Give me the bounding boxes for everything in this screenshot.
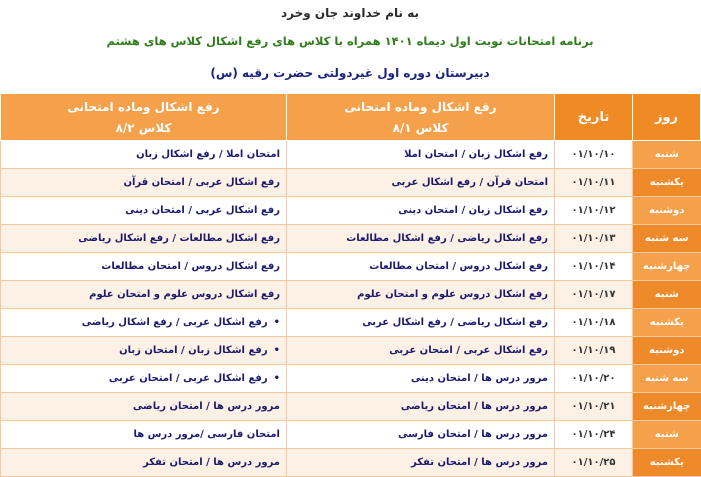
day-cell-text: شنبه — [654, 149, 679, 160]
day-cell — [633, 309, 701, 337]
date-cell — [555, 197, 633, 225]
class-82-cell-text: رفع اشکال عربی / امتحان قرآن — [123, 177, 280, 188]
class-82-cell — [1, 169, 287, 197]
class-81-cell-text: رفع اشکال عربی / امتحان عربی — [389, 345, 548, 356]
date-cell-text: ۰۱/۱۰/۱۸ — [571, 317, 616, 328]
class-81-cell-text: مرور درس ها / امتحان تفکر — [410, 457, 548, 468]
class-82-cell-text: رفع اشکال مطالعات / رفع اشکال ریاضی — [78, 233, 280, 244]
date-cell-text: ۰۱/۱۰/۲۴ — [571, 429, 616, 440]
class-81-cell — [287, 449, 555, 477]
day-cell — [633, 393, 701, 421]
class-81-cell — [287, 393, 555, 421]
day-cell-text: سه شنبه — [645, 233, 689, 244]
col-day-header: روز — [633, 94, 701, 141]
header-line1: به نام خداوند جان وخرد — [280, 6, 420, 20]
header-line2: برنامه امتحانات نوبت اول دیماه ۱۴۰۱ همراه با کلاس های رفع اشکال کلاس های هشتم — [106, 34, 594, 48]
date-cell — [555, 449, 633, 477]
day-cell-text: سه شنبه — [645, 373, 689, 384]
table-row — [1, 365, 701, 393]
date-cell — [555, 393, 633, 421]
day-cell-text: دوشنبه — [649, 345, 685, 356]
class-81-cell — [287, 169, 555, 197]
class-81-cell — [287, 309, 555, 337]
class-81-cell-text: رفع اشکال زبان / امتحان دینی — [398, 205, 548, 216]
class-82-cell — [1, 225, 287, 253]
class-82-cell — [1, 141, 287, 169]
class-81-cell — [287, 281, 555, 309]
date-cell — [555, 421, 633, 449]
class-81-cell — [287, 421, 555, 449]
class-81-cell-text: مرور درس ها / امتحان ریاضی — [400, 401, 548, 412]
date-cell-text: ۰۱/۱۰/۱۴ — [571, 261, 616, 272]
class-81-cell — [287, 225, 555, 253]
day-cell-text: یکشنبه — [649, 457, 684, 468]
day-cell-text: چهارشنبه — [643, 401, 691, 412]
class-81-cell-text: رفع اشکال زبان / امتحان املا — [404, 149, 548, 160]
col-class-81-header — [287, 94, 555, 141]
day-cell — [633, 365, 701, 393]
day-cell — [633, 253, 701, 281]
class-82-cell-text: رفع اشکال دروس علوم و امتحان علوم — [89, 289, 280, 300]
table-row — [1, 141, 701, 169]
class-82-cell-text: مرور درس ها / امتحان ریاضی — [132, 401, 280, 412]
class-82-cell-text: مرور درس ها / امتحان تفکر — [142, 457, 280, 468]
class-82-cell — [1, 281, 287, 309]
class-82-cell-text: رفع اشکال عربی / امتحان عربی — [108, 373, 268, 384]
class-81-cell-text: امتحان قرآن / رفع اشکال عربی — [391, 177, 548, 188]
day-cell — [633, 449, 701, 477]
col-81-subtitle: کلاس ۸/۱ — [392, 121, 449, 135]
class-82-cell-text: رفع اشکال زبان / امتحان زبان — [119, 345, 268, 356]
exam-schedule-table — [0, 93, 701, 477]
class-82-cell — [1, 421, 287, 449]
class-82-cell-text: امتحان فارسی /مرور درس ها — [133, 429, 280, 440]
day-cell-text: یکشنبه — [649, 177, 684, 188]
day-cell-text: چهارشنبه — [643, 261, 691, 272]
day-cell — [633, 225, 701, 253]
bullet-icon: • — [273, 373, 280, 384]
col-date-header: تاریخ — [555, 94, 633, 141]
class-82-cell — [1, 309, 287, 337]
class-81-cell-text: مرور درس ها / امتحان فارسی — [397, 429, 548, 440]
class-81-cell — [287, 337, 555, 365]
date-cell — [555, 169, 633, 197]
date-cell — [555, 309, 633, 337]
class-82-cell — [1, 337, 287, 365]
table-row — [1, 197, 701, 225]
date-cell-text: ۰۱/۱۰/۲۱ — [571, 401, 616, 412]
day-cell — [633, 197, 701, 225]
table-row — [1, 253, 701, 281]
day-cell-text: یکشنبه — [649, 317, 684, 328]
class-82-cell-text: رفع اشکال دروس / امتحان مطالعات — [101, 261, 280, 272]
date-cell-text: ۰۱/۱۰/۲۰ — [571, 373, 616, 384]
table-row — [1, 281, 701, 309]
table-row — [1, 393, 701, 421]
class-81-cell — [287, 197, 555, 225]
table-row — [1, 337, 701, 365]
class-82-cell — [1, 449, 287, 477]
date-cell-text: ۰۱/۱۰/۱۰ — [571, 149, 616, 160]
class-82-cell-text: امتحان املا / رفع اشکال زبان — [136, 149, 280, 160]
bullet-icon: • — [273, 317, 280, 328]
class-81-cell — [287, 253, 555, 281]
class-81-cell-text: رفع اشکال ریاضی / رفع اشکال عربی — [362, 317, 548, 328]
table-row — [1, 421, 701, 449]
table-row — [1, 449, 701, 477]
table-row — [1, 169, 701, 197]
date-cell — [555, 141, 633, 169]
date-cell — [555, 253, 633, 281]
date-cell-text: ۰۱/۱۰/۱۳ — [571, 233, 616, 244]
date-cell-text: ۰۱/۱۰/۱۷ — [571, 289, 616, 300]
date-cell-text: ۰۱/۱۰/۱۲ — [571, 205, 616, 216]
class-81-cell — [287, 141, 555, 169]
table-row — [1, 309, 701, 337]
bullet-icon: • — [273, 345, 280, 356]
table-body — [1, 141, 701, 477]
date-cell-text: ۰۱/۱۰/۲۵ — [571, 457, 616, 468]
header-line3: دبیرستان دوره اول غیردولتی حضرت رقیه (س) — [210, 66, 490, 80]
date-cell-text: ۰۱/۱۰/۱۹ — [571, 345, 616, 356]
day-cell — [633, 141, 701, 169]
class-81-cell-text: رفع اشکال دروس / امتحان مطالعات — [369, 261, 548, 272]
date-cell — [555, 281, 633, 309]
col-82-title: رفع اشکال وماده امتحانی — [67, 100, 220, 114]
class-82-cell — [1, 365, 287, 393]
day-cell — [633, 337, 701, 365]
class-82-cell — [1, 393, 287, 421]
table-row — [1, 225, 701, 253]
table-header-row — [1, 94, 701, 141]
day-cell-text: شنبه — [654, 429, 679, 440]
class-82-cell — [1, 197, 287, 225]
date-cell — [555, 337, 633, 365]
day-cell-text: دوشنبه — [649, 205, 685, 216]
col-class-82-header — [1, 94, 287, 141]
class-82-cell-text: رفع اشکال عربی / رفع اشکال ریاضی — [81, 317, 268, 328]
class-81-cell-text: مرور درس ها / امتحان دینی — [410, 373, 548, 384]
day-cell — [633, 169, 701, 197]
class-81-cell-text: رفع اشکال ریاضی / رفع اشکال مطالعات — [346, 233, 548, 244]
class-81-cell-text: رفع اشکال دروس علوم و امتحان علوم — [357, 289, 548, 300]
class-81-cell — [287, 365, 555, 393]
class-82-cell — [1, 253, 287, 281]
col-82-subtitle: کلاس ۸/۲ — [115, 121, 172, 135]
class-82-cell-text: رفع اشکال عربی / امتحان دینی — [125, 205, 280, 216]
date-cell — [555, 365, 633, 393]
day-cell-text: شنبه — [654, 289, 679, 300]
day-cell — [633, 421, 701, 449]
date-cell-text: ۰۱/۱۰/۱۱ — [571, 177, 616, 188]
day-cell — [633, 281, 701, 309]
date-cell — [555, 225, 633, 253]
col-81-title: رفع اشکال وماده امتحانی — [344, 100, 497, 114]
